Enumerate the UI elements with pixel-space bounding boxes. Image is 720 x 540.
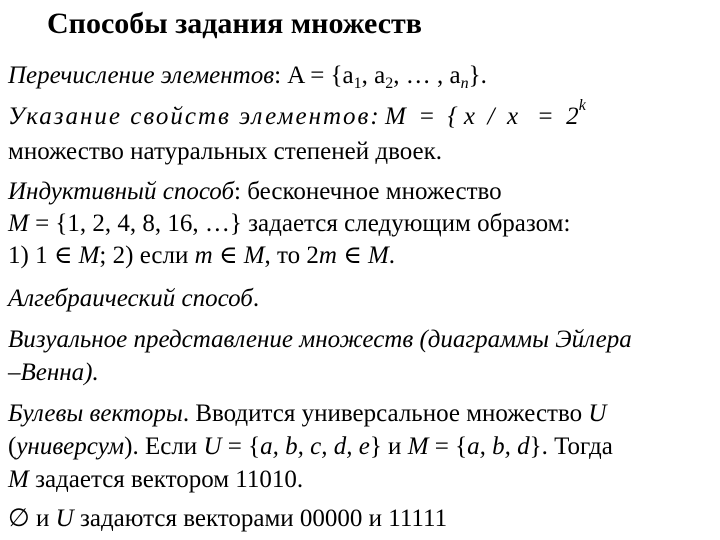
inductive-line-3	[8, 240, 395, 272]
if-text: ). Если	[124, 433, 204, 460]
set-u-symbol-2: U	[55, 505, 74, 532]
boolean-line-1	[8, 398, 606, 430]
subscript-1: 1	[353, 75, 362, 92]
and-text-2: и	[29, 505, 56, 532]
set-m-symbol: M	[8, 210, 29, 237]
vectors-text: задаются векторами 00000 и 11111	[73, 505, 448, 532]
enumeration-label: Перечисление элементов	[8, 62, 275, 89]
exponent-k: k	[578, 97, 586, 114]
rule-var-m-2: m	[318, 242, 337, 269]
inductive-text-2: = {1, 2, 4, 8, 16, …} задается следующим образом:	[28, 210, 571, 237]
properties-formula: : M = { x / x = 2	[370, 103, 579, 130]
inductive-line-2	[8, 208, 570, 240]
rule-1-text: 1) 1 ∈	[8, 242, 79, 269]
rule-2-text: ; 2) если	[99, 242, 195, 269]
enumeration-formula-d: }.	[468, 62, 487, 89]
rule-in-1: ∈	[212, 242, 244, 269]
subscript-n: n	[460, 75, 469, 92]
set-u-symbol: U	[203, 433, 222, 460]
boolean-label: Булевы векторы	[8, 400, 183, 427]
inductive-text-1: : бесконечное множество	[234, 178, 502, 205]
properties-line	[8, 97, 586, 133]
enumeration-formula-b: , a	[361, 62, 386, 89]
subscript-2: 2	[385, 75, 394, 92]
set-u-elements: a, b, c, d, e	[260, 433, 370, 460]
eq-brace-2: = {	[428, 433, 468, 460]
rule-m-2: M	[243, 242, 265, 269]
enumeration-line	[8, 60, 487, 92]
universum-term: универсум	[16, 433, 125, 460]
visual-line-2: –Венна).	[8, 359, 99, 386]
algebraic-line	[8, 283, 259, 315]
properties-continuation: множество натуральных степеней двоек.	[8, 138, 443, 165]
set-m-symbol-2: M	[407, 433, 429, 460]
universal-set-u: U	[588, 400, 607, 427]
and-text: } и	[369, 433, 408, 460]
enumeration-formula-a: : A = {a	[274, 62, 354, 89]
set-m-elements: a, b, d	[467, 433, 530, 460]
paren-open: (	[8, 433, 17, 460]
algebraic-dot: .	[252, 285, 260, 312]
boolean-line-3	[8, 464, 303, 496]
enumeration-formula-c: , … , a	[393, 62, 461, 89]
properties-label: Указание свойств элементов	[8, 103, 371, 130]
boolean-line-2	[8, 431, 613, 463]
slide-title: Способы задания множеств	[47, 7, 422, 40]
set-m-symbol-3: M	[8, 466, 29, 493]
rule-m-3: M	[367, 242, 389, 269]
boolean-line-4	[8, 503, 447, 535]
inductive-line-1	[8, 176, 502, 208]
empty-set-icon: ∅	[8, 505, 30, 532]
vector-text: задается вектором 11010.	[28, 466, 304, 493]
rule-m-1: M	[78, 242, 100, 269]
rule-end: .	[388, 242, 396, 269]
visual-line-1: Визуальное представление множеств (диаграммы Эйлера	[8, 326, 632, 353]
inductive-label: Индуктивный способ	[8, 178, 235, 205]
algebraic-label: Алгебраический способ	[8, 285, 253, 312]
eq-brace-1: = {	[221, 433, 261, 460]
then-text: }. Тогда	[529, 433, 613, 460]
boolean-text-1: . Вводится универсальное множество	[182, 400, 589, 427]
rule-var-m: m	[194, 242, 213, 269]
rule-then: , то 2	[264, 242, 319, 269]
rule-in-2: ∈	[336, 242, 368, 269]
